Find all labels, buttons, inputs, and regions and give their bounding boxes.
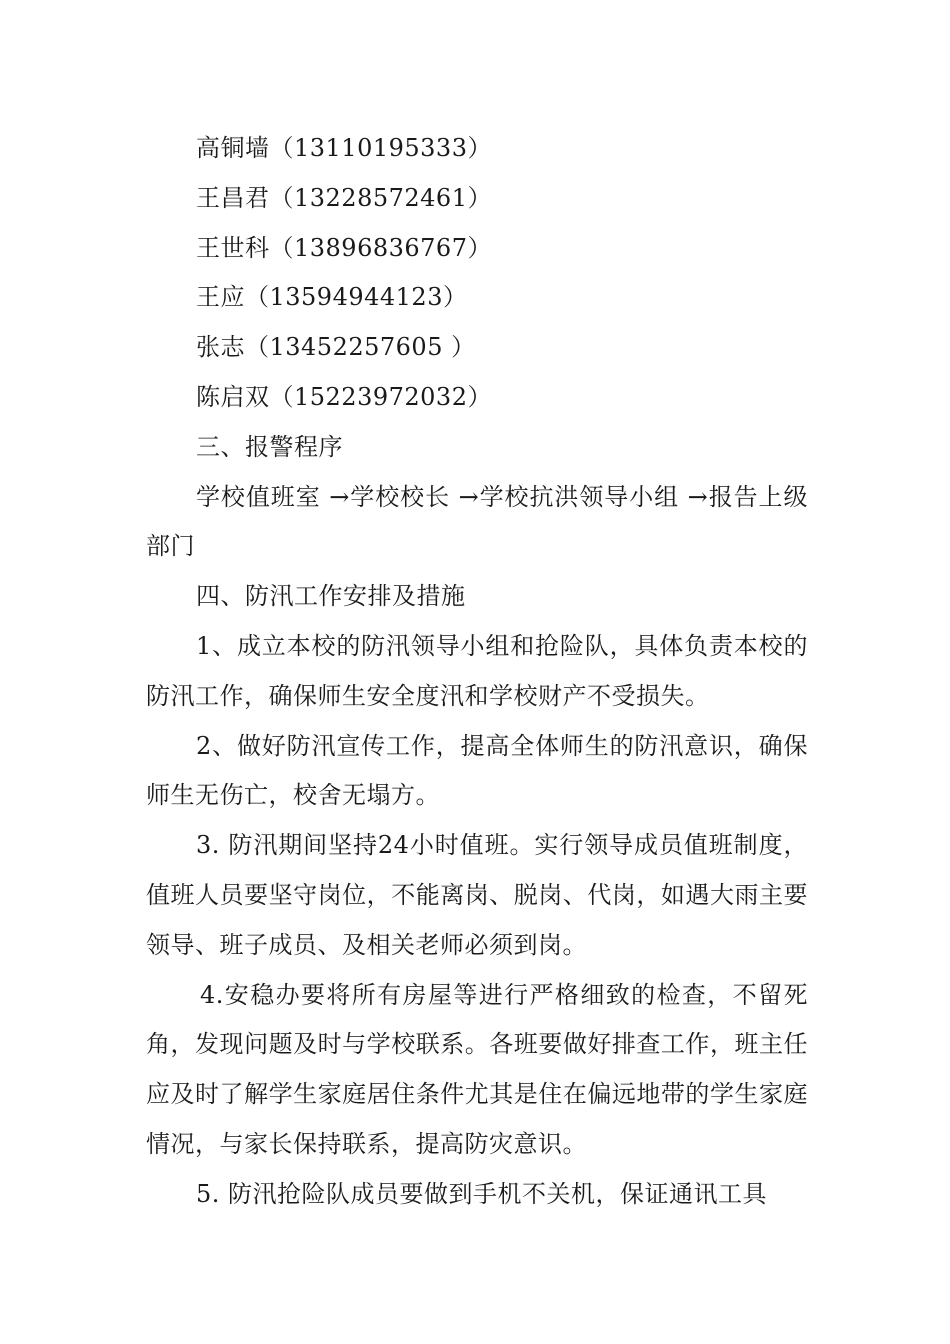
measure-item-4: 4.安稳办要将所有房屋等进行严格细致的检查，不留死角，发现问题及时与学校联系。各班要做好排查工作，班主任应及时了解学生家庭居住条件尤其是住在偏远地带的学生家庭情况，与家长保持联系，提高防灾意识。 bbox=[146, 980, 808, 1158]
document-body bbox=[146, 124, 808, 1220]
contact-line: 王世科（13896836767） bbox=[196, 233, 492, 262]
measure-item-1: 1、成立本校的防汛领导小组和抢险队，具体负责本校的防汛工作，确保师生安全度汛和学校财产不受损失。 bbox=[146, 631, 808, 710]
contact-line: 陈启双（15223972032） bbox=[196, 382, 492, 411]
contact-line: 张志（13452257605 ） bbox=[196, 333, 476, 362]
contact-line: 高铜墙（13110195333） bbox=[196, 134, 492, 162]
contact-line: 王昌君（13228572461） bbox=[196, 183, 492, 212]
contact-line: 王应（13594944123） bbox=[196, 283, 468, 312]
alarm-procedure: 学校值班室 →学校校长 →学校抗洪领导小组 →报告上级部门 bbox=[146, 482, 808, 561]
measure-item-3: 3. 防汛期间坚持24小时值班。实行领导成员值班制度，值班人员要坚守岗位，不能离岗、脱岗、代岗，如遇大雨主要领导、班子成员、及相关老师必须到岗。 bbox=[146, 831, 808, 959]
section-heading-measures: 四、防汛工作安排及措施 bbox=[196, 582, 466, 611]
measure-item-5: 5. 防汛抢险队成员要做到手机不关机，保证通讯工具 bbox=[196, 1179, 768, 1208]
section-heading-alarm: 三、报警程序 bbox=[196, 432, 343, 461]
measure-item-2: 2、做好防汛宣传工作，提高全体师生的防汛意识，确保师生无伤亡，校舍无塌方。 bbox=[146, 731, 808, 810]
